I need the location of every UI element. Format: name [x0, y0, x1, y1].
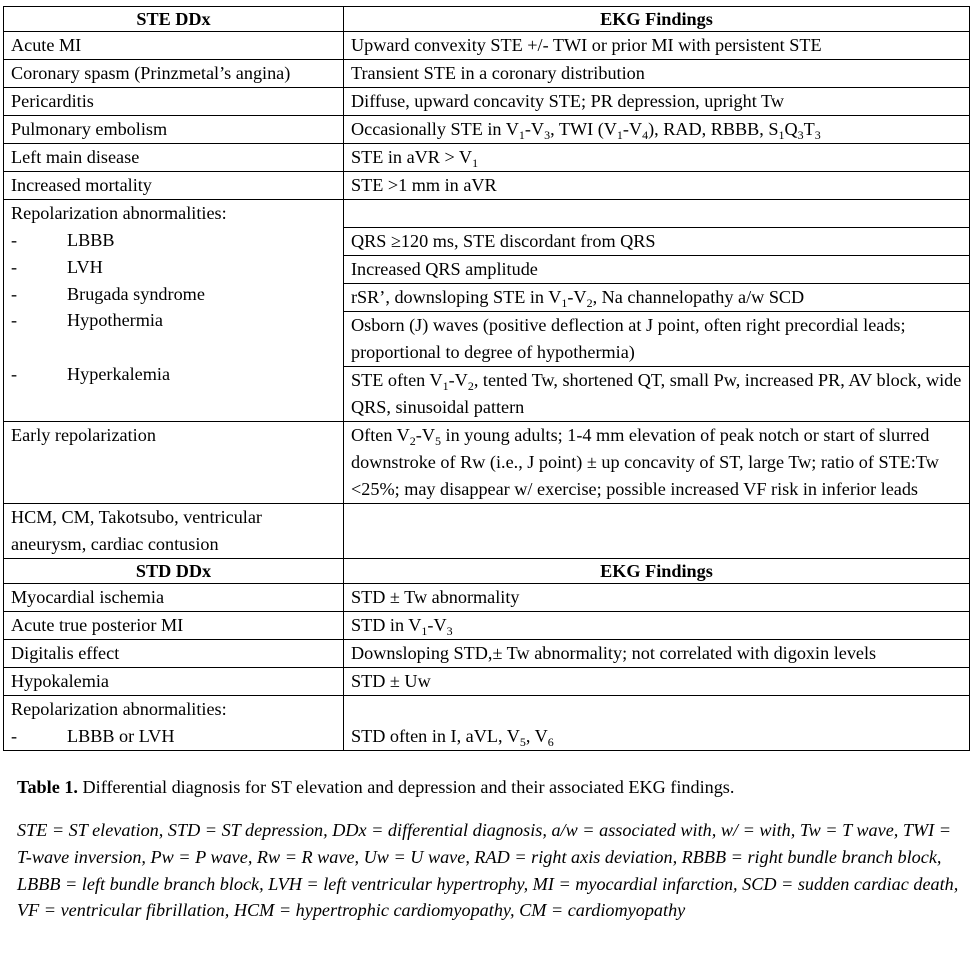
ste-ddx-header: STE DDx: [4, 7, 344, 32]
ddx-cell: Increased mortality: [4, 172, 344, 200]
ekg-cell: Transient STE in a coronary distribution: [344, 60, 970, 88]
table-row: [4, 504, 970, 559]
ddx-cell: Pulmonary embolism: [4, 116, 344, 144]
ddx-cell: Hypokalemia: [4, 668, 344, 696]
table-row: [4, 612, 970, 640]
ekg-cell: STE often $V_1-V_2$, tented Tw, shortened QT, small Pw, increased PR, AV block, wide QRS, sinusoidal pattern: [344, 367, 970, 422]
ekg-cell: Often $V_2-V_5$ in young adults; 1-4 mm elevation of peak notch or start of slurred downstroke of Rw (i.e., J point) ± up concavity of ST, large Tw; ratio of STE:Tw <25%; may disappear w/ exercise; possible increased VF risk in inferior leads: [344, 422, 970, 504]
repol-item-label: Brugada syndrome: [67, 283, 205, 304]
ddx-cell: Digitalis effect: [4, 640, 344, 668]
table-row: [4, 422, 970, 504]
ddx-cell: Coronary spasm (Prinzmetal’s angina): [4, 60, 344, 88]
ddx-cell: Early repolarization: [4, 422, 344, 504]
ste-header-row: [4, 7, 970, 32]
ekg-cell: Osborn (J) waves (positive deflection at J point, often right precordial leads; proportional to degree of hypothermia): [344, 312, 970, 367]
repol-item-label: LBBB or LVH: [67, 726, 175, 746]
ekg-cell: STD ± Uw: [344, 668, 970, 696]
ddx-cell: Pericarditis: [4, 88, 344, 116]
ekg-cell: Diffuse, upward concavity STE; PR depression, upright Tw: [344, 88, 970, 116]
caption-text: Differential diagnosis for ST elevation and depression and their associated EKG findings.: [77, 777, 735, 797]
table-row: [4, 60, 970, 88]
dash: -: [11, 283, 18, 304]
ste-ekg-header: EKG Findings: [344, 7, 970, 32]
repol-item-label: LVH: [67, 256, 103, 277]
table-row: [4, 200, 970, 228]
table-row: [4, 696, 970, 751]
ekg-cell: STE >1 mm in aVR: [344, 172, 970, 200]
repol-item-label: Hypothermia: [67, 310, 163, 331]
repol-title: Repolarization abnormalities:: [11, 203, 227, 223]
ekg-cell-empty: [344, 200, 970, 228]
ekg-text: STD often in I, aVL, $V_5$, $V_6$: [351, 725, 554, 749]
std-header-row: [4, 559, 970, 584]
ekg-cell: STE in aVR > $V_1$: [344, 144, 970, 172]
table-row: [4, 640, 970, 668]
ekg-cell: Upward convexity STE +/- TWI or prior MI with persistent STE: [344, 32, 970, 60]
table-row: [4, 172, 970, 200]
ddx-cell: Myocardial ischemia: [4, 584, 344, 612]
dash: -: [11, 256, 18, 277]
ekg-cell: Increased QRS amplitude: [344, 256, 970, 284]
ekg-cell: rSR’, downsloping STE in $V_1-V_2$, Na channelopathy a/w SCD: [344, 284, 970, 312]
ddx-table: [3, 6, 970, 751]
abbreviations-note: STE = ST elevation, STD = ST depression, DDx = differential diagnosis, a/w = associated with, w/ = with, Tw = T wave, TWI = T-wave inversion, Pw = P wave, Rw = R wave, Uw = U wave, RAD = right axis deviation, RBBB = right bundle branch block, LBBB = left bundle branch block, LVH = left ventricular hypertrophy, MI = myocardial infarction, SCD = sudden cardiac death, VF = ventricular fibrillation, HCM = hypertrophic cardiomyopathy, CM = cardiomyopathy: [17, 820, 959, 921]
ekg-cell: STD ± Tw abnormality: [344, 584, 970, 612]
table-caption: [17, 774, 957, 800]
ekg-cell: QRS ≥120 ms, STE discordant from QRS: [344, 228, 970, 256]
ekg-cell: [344, 696, 970, 751]
ekg-cell: Occasionally STE in $V_1-V_3$, TWI $(V_1-V_4)$, RAD, RBBB, $S_1Q_3T_3$: [344, 116, 970, 144]
ekg-cell: [344, 504, 970, 559]
ddx-cell: Acute MI: [4, 32, 344, 60]
ekg-cell: STD in $V_1-V_3$: [344, 612, 970, 640]
dash: -: [11, 310, 18, 331]
table-row: [4, 116, 970, 144]
std-ddx-header: STD DDx: [4, 559, 344, 584]
repol-title: Repolarization abnormalities:: [11, 699, 227, 719]
caption-label: Table 1.: [17, 777, 78, 797]
table-row: [4, 144, 970, 172]
repol-item-label: LBBB: [67, 230, 115, 250]
table-row: [4, 584, 970, 612]
ddx-cell: HCM, CM, Takotsubo, ventricular aneurysm, cardiac contusion: [4, 504, 344, 559]
table-row: [4, 32, 970, 60]
dash: -: [11, 230, 18, 250]
repol-cell: [4, 200, 344, 422]
table-row: [4, 668, 970, 696]
repol-cell: [4, 696, 344, 751]
ekg-cell: Downsloping STD,± Tw abnormality; not correlated with digoxin levels: [344, 640, 970, 668]
table-row: [4, 88, 970, 116]
ddx-cell: Left main disease: [4, 144, 344, 172]
std-ekg-header: EKG Findings: [344, 559, 970, 584]
dash: -: [11, 364, 18, 385]
ddx-cell: Acute true posterior MI: [4, 612, 344, 640]
repol-item-label: Hyperkalemia: [67, 364, 171, 385]
dash: -: [11, 726, 18, 746]
